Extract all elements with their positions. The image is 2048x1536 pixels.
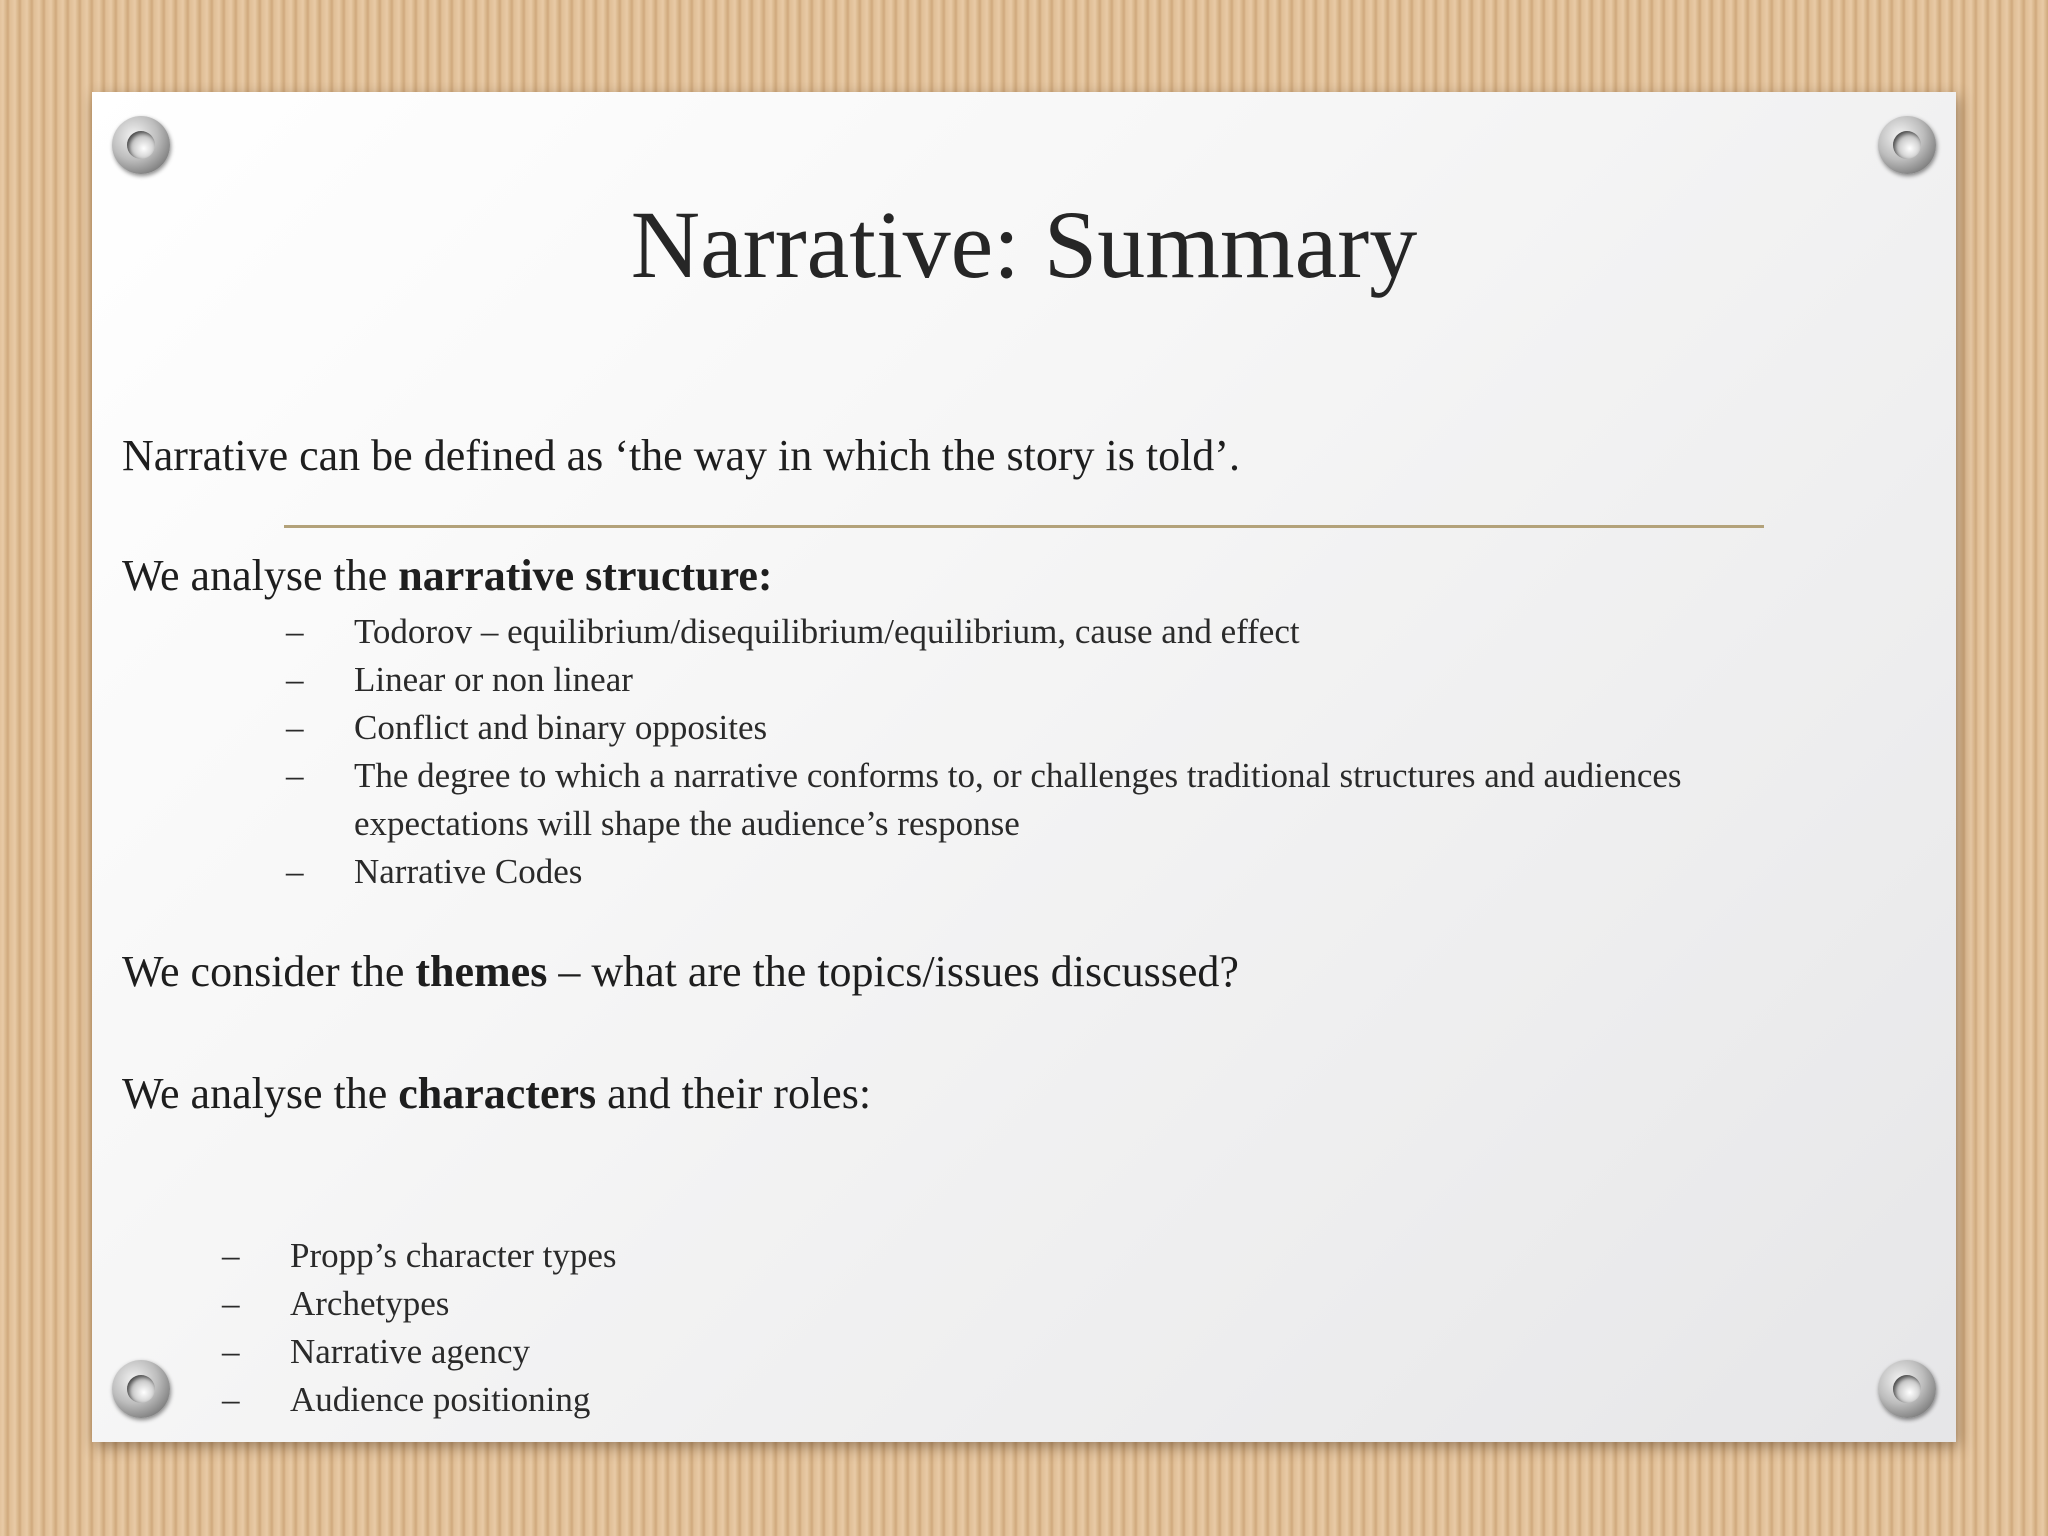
dash-bullet-icon: – — [286, 756, 304, 795]
list-item-text: Propp’s character types — [290, 1236, 617, 1275]
themes-bold: themes — [415, 947, 548, 996]
list-item-text: Narrative agency — [290, 1332, 530, 1371]
characters-list — [222, 1232, 1222, 1424]
dash-bullet-icon: – — [222, 1332, 240, 1371]
list-item — [222, 1232, 1222, 1280]
grommet-icon — [1878, 116, 1936, 174]
characters-bold: characters — [398, 1069, 597, 1118]
dash-bullet-icon: – — [286, 660, 304, 699]
themes-prefix: We consider the — [122, 947, 416, 996]
list-item-text: Archetypes — [290, 1284, 450, 1323]
grommet-icon — [1878, 1360, 1936, 1418]
list-item — [286, 848, 1846, 896]
list-item-text: Audience positioning — [290, 1380, 591, 1419]
list-item-text: The degree to which a narrative conforms to, or challenges traditional structures and audiences expectations will shape the audience’s response — [354, 756, 1682, 843]
themes-suffix: – what are the topics/issues discussed? — [547, 947, 1239, 996]
structure-list — [286, 608, 1846, 896]
characters-heading — [122, 1068, 871, 1121]
slide-title: Narrative: Summary — [630, 191, 1418, 298]
structure-heading-prefix: We analyse the — [122, 551, 399, 600]
dash-bullet-icon: – — [286, 852, 304, 891]
structure-heading-bold: narrative structure: — [398, 551, 773, 600]
dash-bullet-icon: – — [222, 1236, 240, 1275]
list-item — [286, 608, 1846, 656]
grommet-icon — [112, 116, 170, 174]
list-item-text: Todorov – equilibrium/disequilibrium/equilibrium, cause and effect — [354, 612, 1300, 651]
list-item — [222, 1376, 1222, 1424]
list-item — [286, 656, 1846, 704]
list-item-text: Linear or non linear — [354, 660, 633, 699]
list-item — [286, 704, 1846, 752]
themes-text — [122, 946, 1239, 999]
grommet-icon — [112, 1360, 170, 1418]
dash-bullet-icon: – — [286, 612, 304, 651]
list-item — [286, 752, 1846, 848]
list-item — [222, 1328, 1222, 1376]
definition-text: Narrative can be defined as ‘the way in which the story is told’. — [122, 431, 1240, 480]
list-item — [222, 1280, 1222, 1328]
dash-bullet-icon: – — [222, 1380, 240, 1419]
structure-heading — [122, 550, 773, 603]
dash-bullet-icon: – — [222, 1284, 240, 1323]
list-item-text: Conflict and binary opposites — [354, 708, 768, 747]
characters-suffix: and their roles: — [596, 1069, 872, 1118]
dash-bullet-icon: – — [286, 708, 304, 747]
characters-prefix: We analyse the — [122, 1069, 399, 1118]
list-item-text: Narrative Codes — [354, 852, 583, 891]
divider-line — [284, 525, 1764, 528]
slide — [92, 92, 1956, 1442]
